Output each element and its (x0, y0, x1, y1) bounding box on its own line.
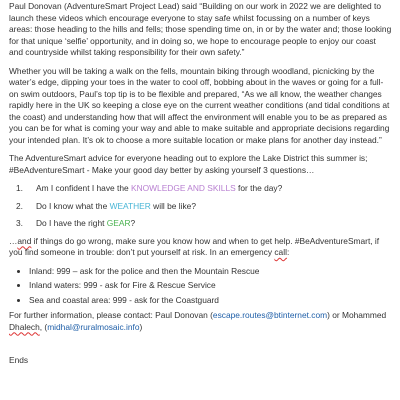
email-link-mohammed[interactable]: midhal@ruralmosaic.info (47, 321, 140, 332)
question-number: 3. (16, 218, 23, 228)
intro-paragraph: The AdventureSmart advice for everyone heading out to explore the Lake District this summer is; #BeAdventureSmart - Make your good day better by asking yourself 3 questions… (9, 153, 368, 175)
question-text: Do I know what the WEATHER will be like? (36, 200, 196, 211)
contact-paragraph: For further information, please contact: Paul Donovan (escape.routes@btinternet.com) or Mohammed Dhalech, (midhal@ruralmosaic.info) (9, 310, 387, 332)
emergency-item: • Inland waters: 999 - ask for Fire & Rescue Service (29, 280, 392, 292)
question-item (16, 183, 392, 195)
question-number: 1. (16, 183, 23, 193)
emergency-item: • Sea and coastal area: 999 - ask for the Coastguard (29, 295, 392, 307)
question-item (16, 201, 392, 213)
gear-link[interactable]: GEAR (106, 218, 131, 228)
help-paragraph: …and if things do go wrong, make sure you know how and when to get help. #BeAdventureSmart, if you find someone in trouble: don’t put yourself at risk. In an emergency call: (9, 235, 380, 257)
question-text: Do I have the right GEAR? (36, 218, 136, 228)
question-number: 2. (16, 200, 23, 211)
email-link-paul[interactable]: escape.routes@btinternet.com (212, 310, 328, 320)
emergency-list (9, 266, 392, 307)
question-item (16, 218, 392, 230)
knowledge-skills-link[interactable]: KNOWLEDGE AND SKILLS (130, 183, 236, 193)
quote-paragraph: Paul Donovan (AdventureSmart Project Lead) said “Building on our work in 2022 we are delighted to launch these videos which encourage everyone to stay safe whilst focussing on a number of keys areas: those heading to the hills and fells; those spending time on, in or by the water and; those looking for that unique ‘selfie’ opportunity, and in doing so, we hope to encourage people to enjoy our coast and countryside whilst taking responsibility for their own safety.” (9, 1, 392, 57)
ends-text: Ends (9, 355, 29, 365)
emergency-item: • Inland: 999 – ask for the police and then the Mountain Rescue (29, 266, 392, 278)
questions-list (9, 183, 392, 230)
advice-paragraph: Whether you will be taking a walk on the fells, mountain biking through woodland, picnicking by the water’s edge, dipping your toes in the water to cool off, bobbing about in the waves or going for a full-on swim outdoors, Paul’s top tip is to be flexible and prepared, “As we all know, the weather changes rapidly here in the UK so keeping a close eye on the current weather conditions (and tidal conditions at the coast) and understanding how that will affect the environment will enable you to be as prepared as you can be for what is coming your way and able to make suitable and appropriate decisions regarding your intended plan. It’s ok to choose a more suitable location or make plans for another day instead.” (9, 65, 390, 145)
weather-link[interactable]: WEATHER (109, 200, 151, 211)
question-text: Am I confident I have the KNOWLEDGE AND SKILLS for the day? (36, 183, 283, 193)
